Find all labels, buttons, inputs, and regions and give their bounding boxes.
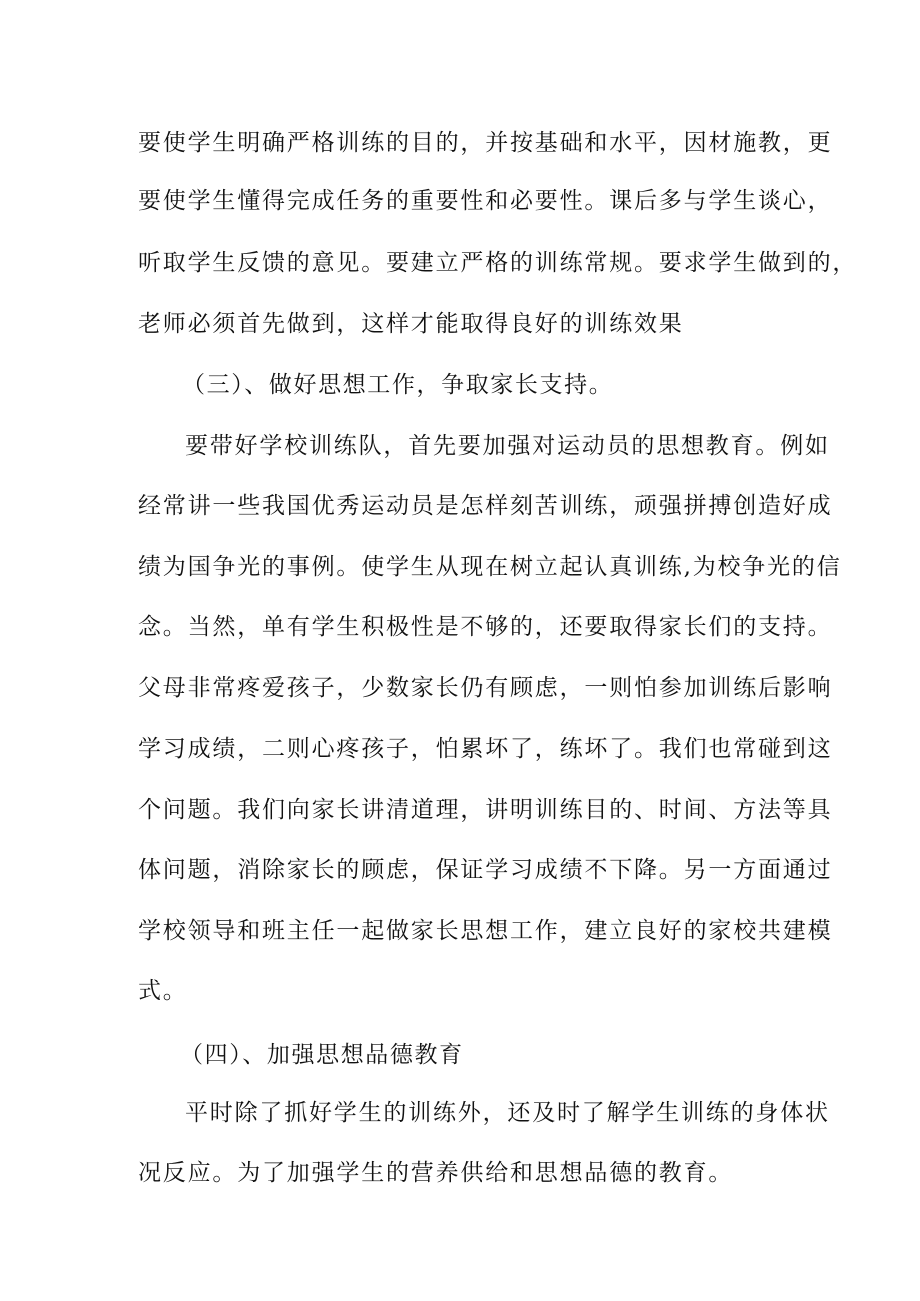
text-line: 父母非常疼爱孩子，少数家长仍有顾虑，一则怕参加训练后影响 <box>138 675 833 701</box>
heading-text: （三）、做好思想工作，争取家长支持。 <box>182 372 614 398</box>
text-line: 老师必须首先做到，这样才能取得良好的训练效果 <box>138 311 684 337</box>
text-line: 念。当然，单有学生积极性是不够的，还要取得家长们的支持。 <box>138 614 833 640</box>
heading-text: （四）、加强思想品德教育 <box>180 1042 464 1068</box>
text-line: 式。 <box>138 978 188 1004</box>
text-line: 要使学生懂得完成任务的重要性和必要性。课后多与学生谈心， <box>138 188 833 214</box>
text-line: 绩为国争光的事例。使学生从现在树立起认真训练,为校争光的信 <box>138 554 842 580</box>
text-line: 要带好学校训练队，首先要加强对运动员的思想教育。例如 <box>185 433 830 459</box>
text-line: 个问题。我们向家长讲清道理，讲明训练目的、时间、方法等具 <box>138 797 833 823</box>
text-line: 听取学生反馈的意见。要建立严格的训练常规。要求学生做到的， <box>138 250 858 276</box>
text-line: 学校领导和班主任一起做家长思想工作，建立良好的家校共建模 <box>138 918 833 944</box>
text-line: 要使学生明确严格训练的目的，并按基础和水平，因材施教，更 <box>138 130 833 156</box>
text-line: 学习成绩，二则心疼孩子，怕累坏了，练坏了。我们也常碰到这 <box>138 736 833 762</box>
text-line: 体问题，消除家长的顾虑，保证学习成绩不下降。另一方面通过 <box>138 857 833 883</box>
text-line: 平时除了抓好学生的训练外，还及时了解学生训练的身体状 <box>185 1100 830 1126</box>
text-line: 况反应。为了加强学生的营养供给和思想品德的教育。 <box>138 1160 734 1186</box>
text-line: 经常讲一些我国优秀运动员是怎样刻苦训练，顽强拼搏创造好成 <box>138 493 833 519</box>
